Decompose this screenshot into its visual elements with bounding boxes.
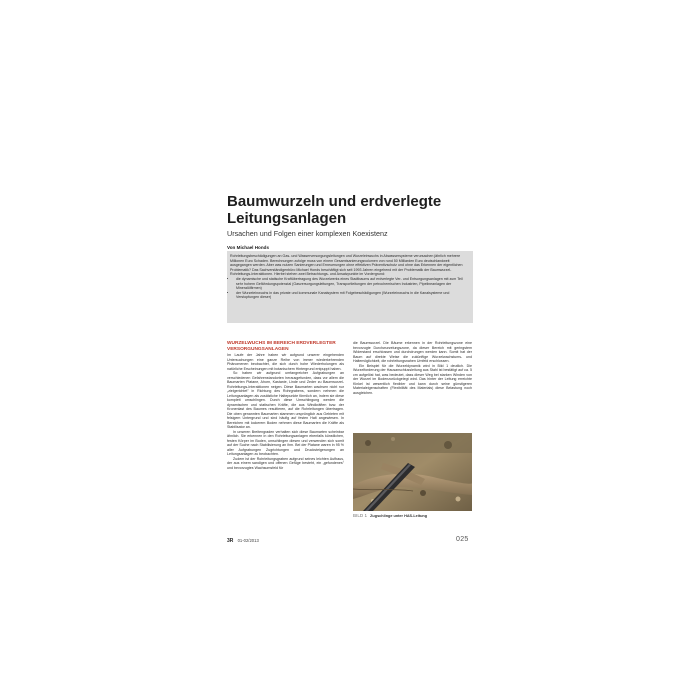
body-column-right — [353, 341, 472, 395]
section-heading-line-2: VERSORGUNGSANLAGEN — [227, 346, 289, 352]
figure-caption — [353, 513, 472, 518]
intro-bullet: • der Wurzeleinwuchs in das private und kommunale Kanalsystem mit Folgebeschädigungen (Wurzeleinwuchs in die Kanalsysteme und Verstopfungen dieser) — [236, 291, 470, 300]
body-paragraph: Zudem ist der Rohrleitungsgraben aufgrund seines leichten Aufbaus, der aus einem sandigen und offenen Gefüge besteht, ein „gefundenes" und bevorzugtes Wachsumsfeld für — [227, 456, 344, 470]
section-heading-line-1: WURZELWUCHS IM BEREICH ERDVERLEGTER — [227, 341, 336, 346]
body-paragraph: In unseren Breitengraden verhalten sich diese Baumarten scheinbar ähnlich. Sie erkennen in den Rohrleitungsanlagen ebenfalls künstlichen, festen Körper im Boden, umschlingen diesen und verwenden sich somit auf der Suche nach Stabilisierung an ihm. Bei der Platane waren in 95 % aller Aufgrabungen Zugrichtungen und Drucksteigerungen an Leitungsanlagen zu beobachten. — [227, 429, 344, 457]
intro-bullet-list — [230, 277, 470, 300]
title-line-1: Baumwurzeln und erdverlegte — [227, 193, 442, 210]
intro-bullet: • die dynamische und statische Kraftübertragung des Wurzelwerks eines Stadtbaums auf erdverlegte Ver- und Entsorgungsanlagen mit zum Teil sehr hohem Gefährdungspotenzial (Gasversorgungsleitungen, Transportleitungen der petrochemischen Industrien, Pipelineanlagen der Mineralölfirmen) — [236, 277, 470, 291]
article-title — [227, 193, 467, 227]
article-subtitle: Ursachen und Folgen einer komplexen Koexistenz — [227, 229, 388, 238]
section-heading — [227, 341, 344, 352]
body-paragraph: Ein Beispiel für die Wurzeldynamik wird in Bild 1 deutlich. Die Wurzelforderung der Hausanschlussleitung aus Stahl ist bestätigt auf ca. 5 cm aufgelöst hat, was bedeutet, dass dieser Weg bei starken Winden von der Wurzel im Bodenzurückgelegt wird. Das hinter der Leitung erreichte Kinkel ist wesentlich flexibler und kann durch seine günstigeren Materialeigenschaften (Flexibilität des Materials) diese Belastung noch ausgleichen. — [353, 363, 472, 395]
body-paragraph: So haben wir aufgrund umfangreicher Aufgrabungen an verschiedenen Gefahrenstandorten herausgefunden, dass vor allem die Baumarten Platane, Ahorn, Kastanie, Linde und Zeder zu Baumwurzel-Rohrleitungs-Interaktionen neigen. Diese Baumarten wachsen nicht nur „zielgerichtet" in Richtung des Rohrgrabens, sondern nehmen die Leitungsanlagen als zusätzliche Haltepunkte förmlich an, indem sie diese komplett umschlingen. Durch diese Umschlingung werden die dynamischen und statischen Kräfte, die aus Windkräften bzw. der Kronenlast des Baumes resultieren, auf die Rohrleitungen übertragen. Die oben genannten Baumarten stammen ursprünglich aus Gebieten mit felsigem Untergrund und sind häufig auf festen Halt angewiesen. In Bereichen mit lockerem Boden nehmen diese Baumarten die Kräfte als Stabilisator an. — [227, 371, 344, 430]
body-column-left — [227, 341, 344, 470]
title-line-2: Leitungsanlagen — [227, 210, 347, 227]
author-byline: Von Michael Honds — [227, 245, 270, 250]
body-paragraph: Im Laufe der Jahre haben wir aufgrund unserer eingehenden Untersuchungen eine ganze Reihe von immer wiederkehrenden Phänomenen beobachtet, die sich durch hohe Wiederholungen als natürliche Erscheinungen mit botanischem Hintergrund entpuppt haben. — [227, 353, 344, 371]
root-pipe-photo — [353, 433, 472, 511]
figure-label: BILD 1 — [353, 513, 368, 518]
issue-number: 01-02/2013 — [237, 538, 259, 543]
intro-text — [230, 254, 470, 300]
figure-photo — [353, 433, 472, 511]
journal-logo: 3R — [227, 538, 234, 544]
intro-box — [227, 251, 473, 323]
intro-paragraph: Rohrleitungsbeschädigungen an Gas- und Wasserversorgungsleitungen und Wurzeleinwuchs in Abwassersysteme verursachen jährlich mehrere Millionen Euro Schaden. Berechnungen zufolge muss von einem Gesamtsanierungsvolumen von rund 50 Milliarden Euro deutschlandweit ausgegangen werden. Aber was nutzen Sanierungen und Erneuerungen ohne effektiven Präventivschutz und ohne das Erkennen der eigentlichen Problematik? Das Sachverständigenbüro Michael Honds beschäftigt sich seit 1993 Jahren eingehend mit der Problematik der Baumwurzel-Rohrleitungs-Interaktionen. Hierbei stehen zwei Betrachtungs- und Ansatzpunkte im Vordergrund: — [230, 254, 463, 277]
figure-caption-text: Zugschlinge unter HAS-Leitung — [370, 514, 428, 518]
body-paragraph: die Baumwurzel. Die Bäume erkennen in der Rohrleitungszone eine bevorzugte Durchwurzelungszone, da dieser Bereich mit geringstem Widerstand erschlossen und durchdrungen werden kann. Somit hat der Baum auf direkte Weise die zukünftige Wurzelwachstums- und Haltemöglichkeit, die rohrleitungsnahen Umfeld erschlossen. — [353, 341, 472, 363]
footer-issue — [227, 538, 259, 544]
page-number: 025 — [456, 536, 469, 543]
